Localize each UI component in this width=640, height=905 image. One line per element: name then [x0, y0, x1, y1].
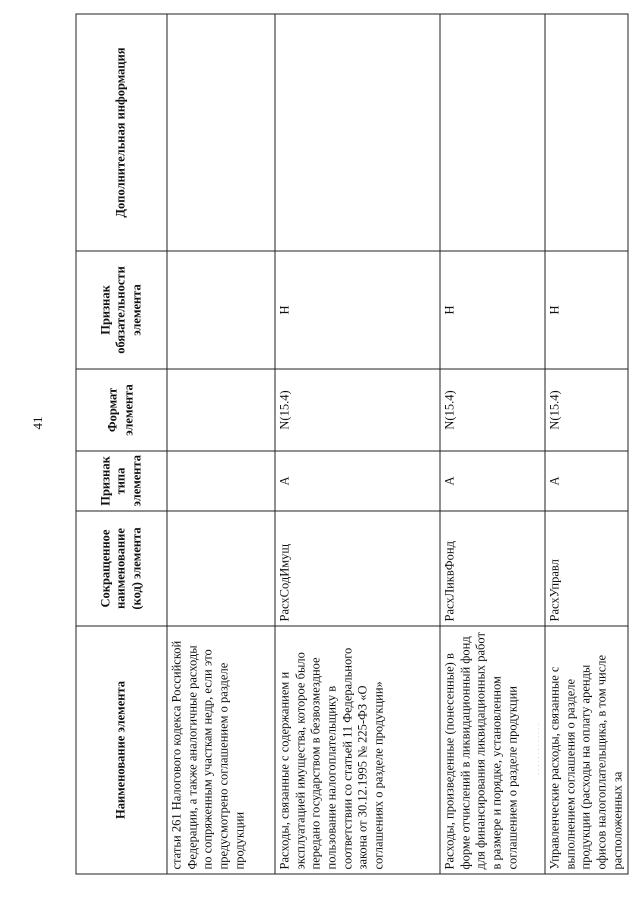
cell-type [167, 451, 275, 511]
header-format: Формат элемента [76, 369, 167, 451]
cell-format: N(15.4) [440, 369, 545, 451]
header-code: Сокращенное наименование (код) элемента [76, 511, 167, 626]
table-row [440, 14, 545, 874]
header-type: Признак типа элемента [76, 451, 167, 511]
cell-required [167, 251, 275, 369]
table-row [275, 14, 440, 874]
cell-code: РасхУправл [545, 511, 628, 626]
cell-required: Н [440, 251, 545, 369]
page-number: 41 [30, 416, 45, 430]
cell-info [167, 14, 275, 251]
cell-required: Н [275, 251, 440, 369]
cell-type: А [275, 451, 440, 511]
cell-info [545, 14, 628, 251]
cell-name: статьи 261 Налогового кодекса Российской Федерации, а также аналогичные расходы по сопряженным участкам недр, если это предусмотрено соглашением о разделе продукции [167, 626, 275, 874]
cell-code: РасхЛиквФонд [440, 511, 545, 626]
cell-code [167, 511, 275, 626]
header-required: Признак обязательности элемента [76, 251, 167, 369]
cell-format: N(15.4) [275, 369, 440, 451]
cell-name: Расходы, произведенные (понесенные) в форме отчислений в ликвидационный фонд для финансирования ликвидационных работ в размере и порядке, установленном соглашением о разделе продукции [440, 626, 545, 874]
cell-info [440, 14, 545, 251]
rotated-page-content [76, 15, 624, 875]
cell-info [275, 14, 440, 251]
cell-name: Расходы, связанные с содержанием и эксплуатацией имущества, которое было передано государством в безвозмездное пользование налогоплательщику в соответствии со статьей 11 Федерального закона от 30.12.1995 № 225-ФЗ «О соглашениях о разделе продукции» [275, 626, 440, 874]
cell-type: А [440, 451, 545, 511]
cell-type: А [545, 451, 628, 511]
header-name: Наименование элемента [76, 626, 167, 874]
cell-name: Управленческие расходы, связанные с выполнением соглашения о разделе продукции (расходы на оплату аренды офисов налогоплательщика, в том числе расположенных за [545, 626, 628, 874]
cell-code: РасхСодИмущ [275, 511, 440, 626]
cell-format: N(15.4) [545, 369, 628, 451]
table-row [167, 14, 275, 874]
header-info: Дополнительная информация [76, 14, 167, 251]
cell-required: Н [545, 251, 628, 369]
elements-table [76, 14, 629, 875]
table-row [545, 14, 628, 874]
cell-format [167, 369, 275, 451]
table-header-row [76, 14, 167, 874]
scan-artifact: · · · · · · · · · · · · · [535, 723, 543, 775]
